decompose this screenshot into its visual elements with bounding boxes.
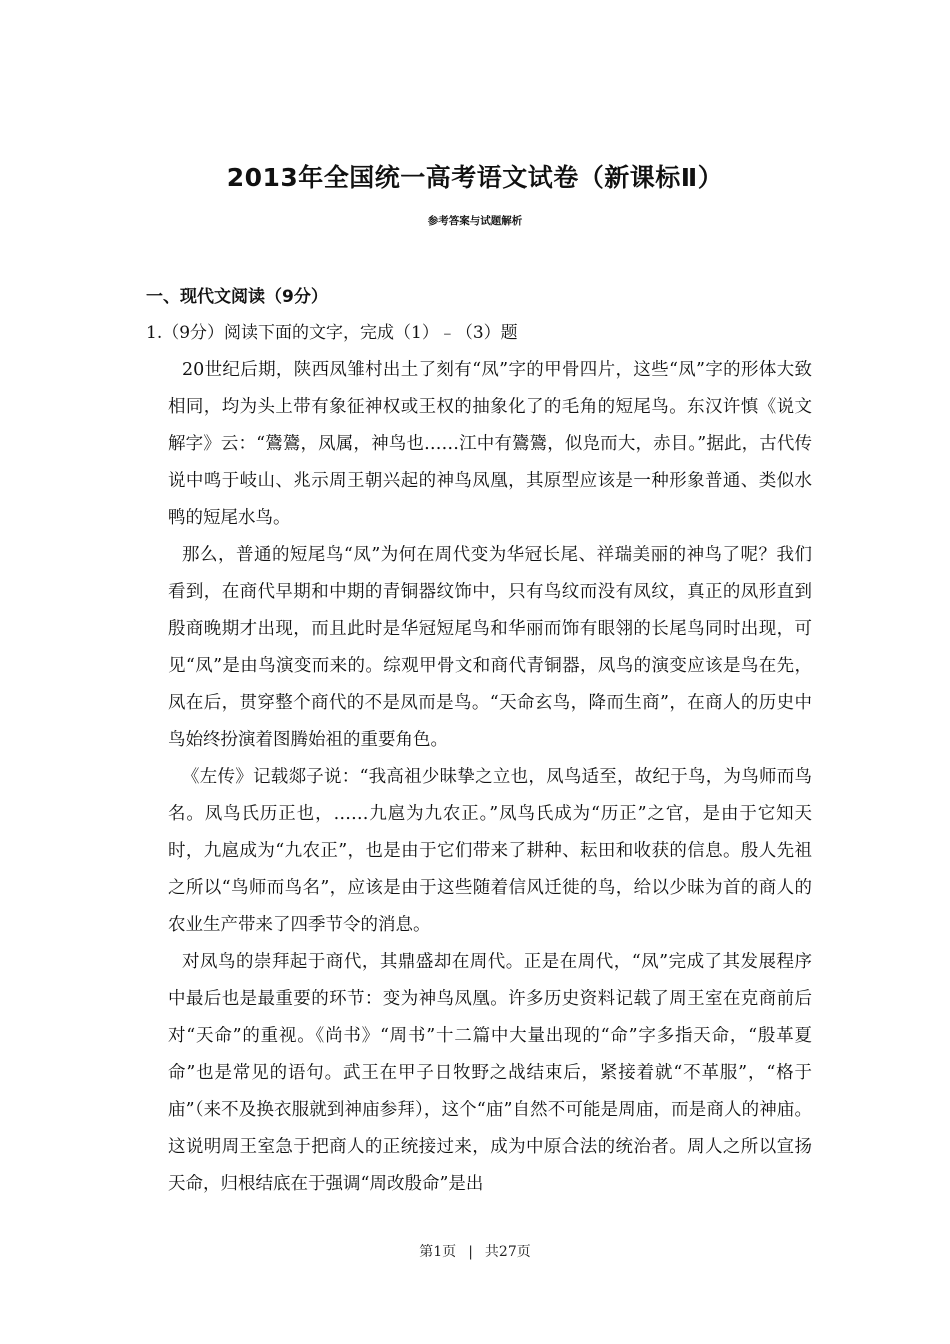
page-number: 第1页 [419, 1244, 457, 1260]
question-prompt: 1.（9分）阅读下面的文字，完成（1）﹣（3）题 [146, 323, 518, 343]
section-heading: 一、现代文阅读（9分） [146, 287, 328, 307]
passage-paragraph-2: 那么，普通的短尾鸟“凤”为何在周代变为华冠长尾、祥瑞美丽的神鸟了呢？我们看到，在商代早期和中期的青铜器纹饰中，只有鸟纹而没有凤纹，真正的凤形直到殷商晚期才出现，而且此时是华冠短尾鸟和华丽而饰有眼翎的长尾鸟同时出现，可见“凤”是由鸟演变而来的。综观甲骨文和商代青铜器，凤鸟的演变应该是鸟在先，凤在后，贯穿整个商代的不是凤而是鸟。“天命玄鸟，降而生商”，在商人的历史中鸟始终扮演着图腾始祖的重要角色。 [168, 545, 812, 750]
document-subtitle: 参考答案与试题解析 [427, 215, 523, 227]
passage-paragraph-1: 20世纪后期，陕西凤雏村出土了刻有“凤”字的甲骨四片，这些“凤”字的形体大致相同，均为头上带有象征神权或王权的抽象化了的毛角的短尾鸟。东汉许慎《说文解字》云：“鷟鷟，凤属，神鸟也……江中有鷟鷟，似凫而大，赤目。”据此，古代传说中鸣于岐山、兆示周王朝兴起的神鸟凤凰，其原型应该是一种形象普通、类似水鸭的短尾水鸟。 [168, 360, 812, 528]
reading-passage [168, 352, 812, 1203]
footer-separator: | [468, 1244, 473, 1260]
page-total: 共27页 [484, 1244, 531, 1260]
passage-paragraph-3: 《左传》记载郯子说：“我高祖少昧挚之立也，凤鸟适至，故纪于鸟，为鸟师而鸟名。凤鸟氏历正也，……九扈为九农正。”凤鸟氏成为“历正”之官，是由于它知天时，九扈成为“九农正”，也是由于它们带来了耕种、耘田和收获的信息。殷人先祖之所以“鸟师而鸟名”，应该是由于这些随着信风迁徙的鸟，给以少昧为首的商人的农业生产带来了四季节令的消息。 [168, 767, 812, 935]
page-footer [0, 1241, 950, 1263]
passage-paragraph-4: 对凤鸟的崇拜起于商代，其鼎盛却在周代。正是在周代，“凤”完成了其发展程序中最后也是最重要的环节：变为神鸟凤凰。许多历史资料记载了周王室在克商前后对“天命”的重视。《尚书》“周书”十二篇中大量出现的“命”字多指天命，“殷革夏命”也是常见的语句。武王在甲子日牧野之战结束后，紧接着就“不革服”，“格于庙”（来不及换衣服就到神庙参拜），这个“庙”自然不可能是周庙，而是商人的神庙。这说明周王室急于把商人的正统接过来，成为中原合法的统治者。周人之所以宣扬天命，归根结底在于强调“周改殷命”是出 [168, 952, 812, 1194]
document-title: 2013年全国统一高考语文试卷（新课标Ⅱ） [226, 163, 724, 192]
